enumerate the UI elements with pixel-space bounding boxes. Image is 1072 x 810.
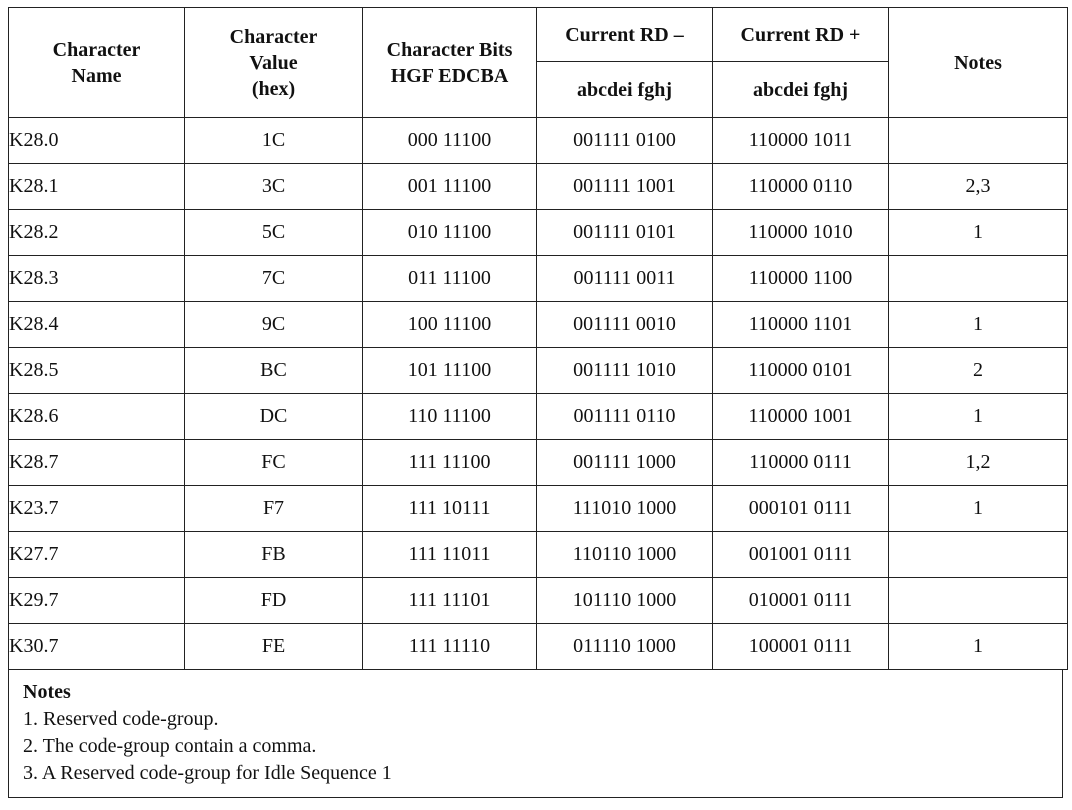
cell-character-bits: 111 11110 <box>363 624 537 670</box>
footnote-item: 3. A Reserved code-group for Idle Sequence 1 <box>23 762 392 784</box>
cell-rd-minus: 001111 0100 <box>537 118 713 164</box>
table-row <box>9 624 1068 670</box>
table-row <box>9 486 1068 532</box>
cell-character-name: K28.5 <box>9 348 185 394</box>
cell-rd-plus: 110000 0110 <box>713 164 889 210</box>
cell-character-value: BC <box>185 348 363 394</box>
table-row <box>9 578 1068 624</box>
cell-rd-minus: 001111 1001 <box>537 164 713 210</box>
footnotes-title: Notes <box>23 681 71 703</box>
cell-character-bits: 101 11100 <box>363 348 537 394</box>
cell-notes: 2,3 <box>889 164 1068 210</box>
table-row <box>9 210 1068 256</box>
cell-notes <box>889 578 1068 624</box>
cell-character-bits: 110 11100 <box>363 394 537 440</box>
cell-notes: 1 <box>889 486 1068 532</box>
cell-character-name: K28.4 <box>9 302 185 348</box>
cell-character-value: 5C <box>185 210 363 256</box>
footnote-item: 2. The code-group contain a comma. <box>23 735 317 757</box>
cell-character-name: K28.6 <box>9 394 185 440</box>
cell-character-bits: 100 11100 <box>363 302 537 348</box>
cell-rd-plus: 001001 0111 <box>713 532 889 578</box>
subheader-rd-plus-bits: abcdei fghj <box>713 62 889 118</box>
cell-character-bits: 001 11100 <box>363 164 537 210</box>
table-row <box>9 164 1068 210</box>
header-row <box>9 8 1068 62</box>
cell-rd-plus: 110000 1001 <box>713 394 889 440</box>
cell-character-name: K28.3 <box>9 256 185 302</box>
table-row <box>9 118 1068 164</box>
cell-rd-plus: 110000 0111 <box>713 440 889 486</box>
cell-character-value: FB <box>185 532 363 578</box>
cell-character-value: 3C <box>185 164 363 210</box>
cell-character-name: K27.7 <box>9 532 185 578</box>
cell-rd-minus: 001111 1000 <box>537 440 713 486</box>
cell-rd-minus: 011110 1000 <box>537 624 713 670</box>
cell-rd-minus: 001111 0110 <box>537 394 713 440</box>
cell-character-value: FC <box>185 440 363 486</box>
cell-notes: 1 <box>889 624 1068 670</box>
cell-character-bits: 000 11100 <box>363 118 537 164</box>
cell-character-name: K28.1 <box>9 164 185 210</box>
cell-rd-plus: 000101 0111 <box>713 486 889 532</box>
cell-character-bits: 111 11101 <box>363 578 537 624</box>
cell-character-name: K23.7 <box>9 486 185 532</box>
table-row <box>9 302 1068 348</box>
cell-character-value: 1C <box>185 118 363 164</box>
cell-character-value: F7 <box>185 486 363 532</box>
cell-rd-minus: 101110 1000 <box>537 578 713 624</box>
cell-character-value: FD <box>185 578 363 624</box>
cell-character-bits: 111 11011 <box>363 532 537 578</box>
cell-character-bits: 011 11100 <box>363 256 537 302</box>
cell-rd-minus: 001111 1010 <box>537 348 713 394</box>
cell-notes: 1,2 <box>889 440 1068 486</box>
cell-rd-plus: 110000 1100 <box>713 256 889 302</box>
cell-rd-minus: 001111 0101 <box>537 210 713 256</box>
cell-character-bits: 111 11100 <box>363 440 537 486</box>
cell-rd-plus: 100001 0111 <box>713 624 889 670</box>
cell-character-name: K28.2 <box>9 210 185 256</box>
subheader-rd-minus-bits: abcdei fghj <box>537 62 713 118</box>
cell-character-value: 7C <box>185 256 363 302</box>
cell-rd-minus: 001111 0010 <box>537 302 713 348</box>
cell-rd-minus: 001111 0011 <box>537 256 713 302</box>
cell-notes <box>889 532 1068 578</box>
header-notes: Notes <box>889 8 1068 118</box>
cell-rd-minus: 111010 1000 <box>537 486 713 532</box>
cell-notes <box>889 118 1068 164</box>
cell-character-bits: 010 11100 <box>363 210 537 256</box>
cell-character-value: DC <box>185 394 363 440</box>
footnote-item: 1. Reserved code-group. <box>23 708 219 730</box>
footnotes <box>8 670 1063 798</box>
cell-rd-plus: 110000 1101 <box>713 302 889 348</box>
table-row <box>9 532 1068 578</box>
cell-character-name: K30.7 <box>9 624 185 670</box>
header-character-name: Character Name <box>9 8 185 118</box>
cell-character-value: FE <box>185 624 363 670</box>
cell-notes: 1 <box>889 302 1068 348</box>
cell-rd-plus: 110000 1011 <box>713 118 889 164</box>
header-character-bits: Character Bits HGF EDCBA <box>363 8 537 118</box>
cell-character-value: 9C <box>185 302 363 348</box>
table-row <box>9 440 1068 486</box>
cell-notes: 1 <box>889 394 1068 440</box>
cell-notes <box>889 256 1068 302</box>
code-group-table <box>8 7 1068 670</box>
cell-character-name: K28.0 <box>9 118 185 164</box>
header-current-rd-plus: Current RD + <box>713 8 889 62</box>
cell-rd-plus: 110000 0101 <box>713 348 889 394</box>
table-row <box>9 348 1068 394</box>
cell-rd-minus: 110110 1000 <box>537 532 713 578</box>
table-row <box>9 256 1068 302</box>
cell-character-name: K29.7 <box>9 578 185 624</box>
code-group-table-container <box>8 7 1063 798</box>
cell-notes: 1 <box>889 210 1068 256</box>
table-row <box>9 394 1068 440</box>
cell-rd-plus: 110000 1010 <box>713 210 889 256</box>
table-body <box>9 118 1068 670</box>
cell-character-bits: 111 10111 <box>363 486 537 532</box>
header-character-value: Character Value (hex) <box>185 8 363 118</box>
cell-character-name: K28.7 <box>9 440 185 486</box>
cell-notes: 2 <box>889 348 1068 394</box>
cell-rd-plus: 010001 0111 <box>713 578 889 624</box>
header-current-rd-minus: Current RD – <box>537 8 713 62</box>
